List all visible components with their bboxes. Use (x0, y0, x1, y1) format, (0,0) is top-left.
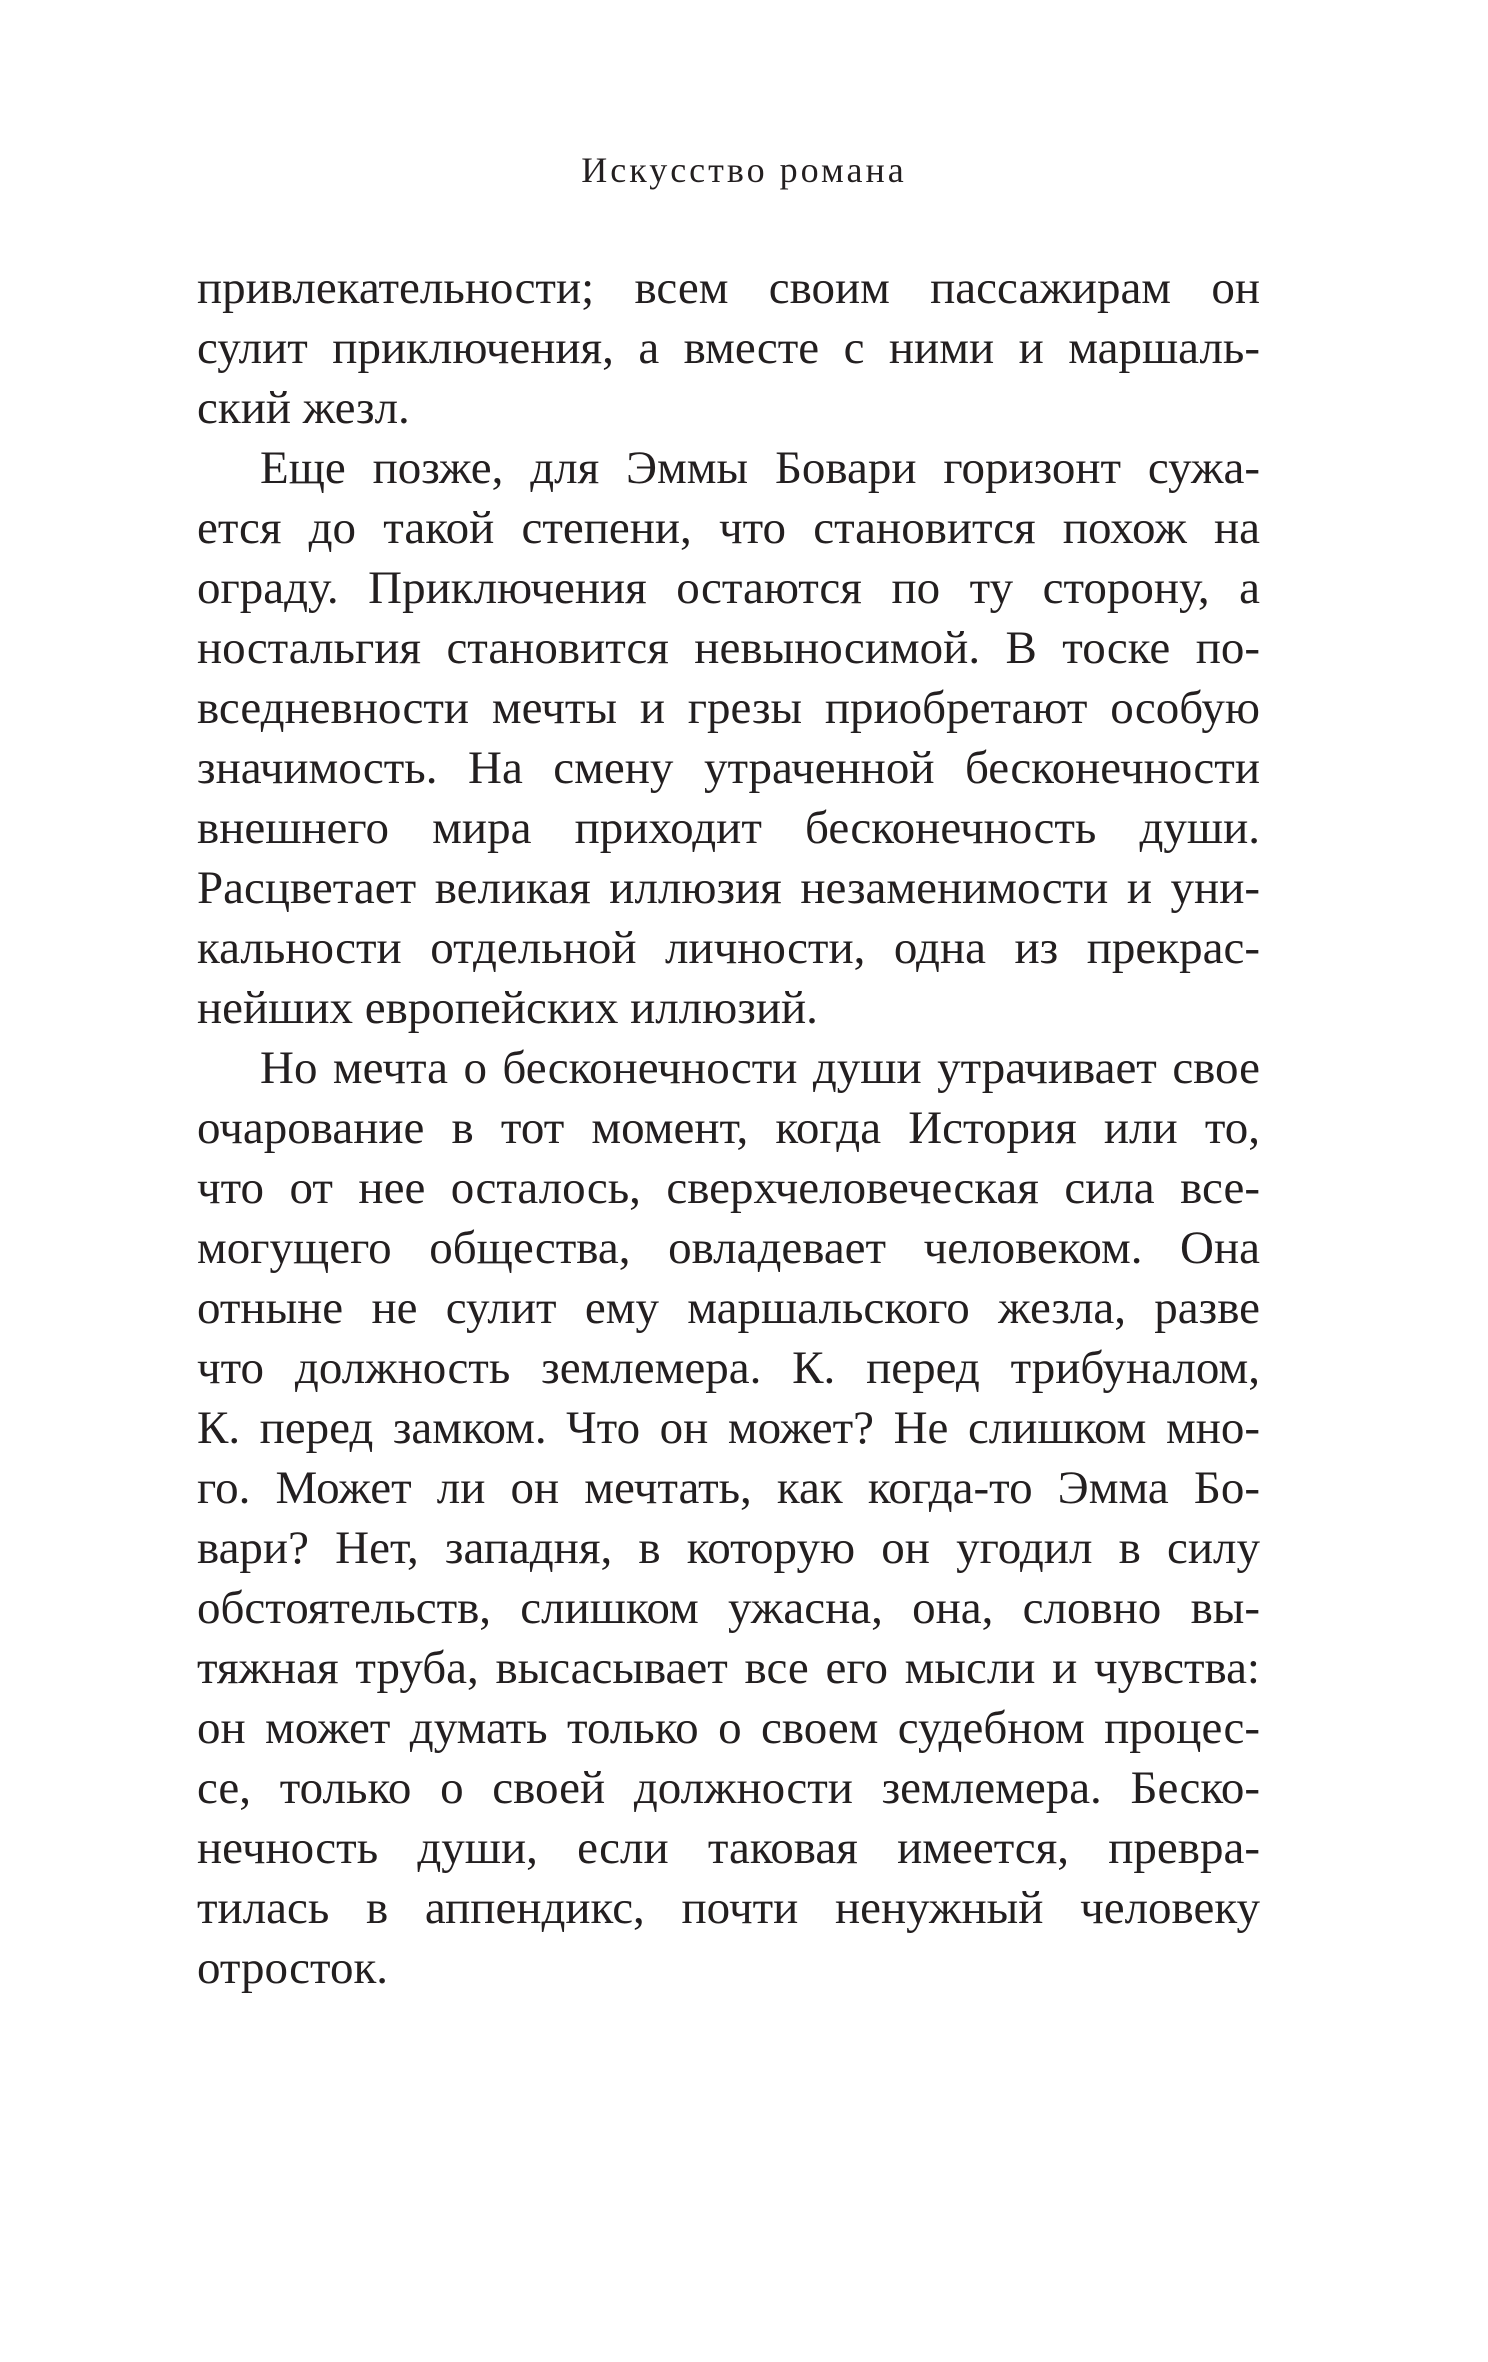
text-line: се, только о своей должности землемера. Беско- (197, 1762, 1260, 1814)
running-head: Искусство романа (581, 150, 907, 190)
text-line: нечность души, если таковая имеется, превра- (197, 1822, 1260, 1874)
text-line: Еще позже, для Эммы Бовари горизонт сужа- (260, 442, 1260, 494)
text-line: привлекательности; всем своим пассажирам он (197, 262, 1260, 314)
text-line: вари? Нет, западня, в которую он угодил в силу (197, 1522, 1260, 1574)
text-line: очарование в тот момент, когда История или то, (197, 1102, 1260, 1154)
text-line: сулит приключения, а вместе с ними и маршаль- (197, 322, 1260, 374)
text-line: внешнего мира приходит бесконечность души. (197, 802, 1260, 854)
text-line: ский жезл. (197, 382, 410, 434)
text-line: отросток. (197, 1942, 389, 1994)
text-line: кальности отдельной личности, одна из прекрас- (197, 922, 1260, 974)
text-line: он может думать только о своем судебном процес- (197, 1702, 1260, 1754)
text-line: ется до такой степени, что становится похож на (197, 502, 1260, 554)
text-line: К. перед замком. Что он может? Не слишком мно- (197, 1402, 1260, 1454)
text-line: могущего общества, овладевает человеком. Она (197, 1222, 1260, 1274)
text-line: тилась в аппендикс, почти ненужный человеку (197, 1882, 1260, 1934)
text-line: вседневности мечты и грезы приобретают особую (197, 682, 1260, 734)
text-line: го. Может ли он мечтать, как когда-то Эмма Бо- (197, 1462, 1260, 1514)
text-line: тяжная труба, высасывает все его мысли и чувства: (197, 1642, 1260, 1694)
text-line: отныне не сулит ему маршальского жезла, разве (197, 1282, 1260, 1334)
text-line: нейших европейских иллюзий. (197, 982, 818, 1034)
text-line: что от нее осталось, сверхчеловеческая сила все- (197, 1162, 1260, 1214)
text-line: Но мечта о бесконечности души утрачивает свое (260, 1042, 1260, 1094)
text-line: значимость. На смену утраченной бесконечности (197, 742, 1260, 794)
text-line: ограду. Приключения остаются по ту сторону, а (197, 562, 1260, 614)
body-text (197, 258, 1260, 1998)
text-line: что должность землемера. К. перед трибуналом, (197, 1342, 1260, 1394)
text-line: Расцветает великая иллюзия незаменимости и уни- (197, 862, 1260, 914)
text-line: ностальгия становится невыносимой. В тоске по- (197, 622, 1260, 674)
text-line: обстоятельств, слишком ужасна, она, словно вы- (197, 1582, 1260, 1634)
